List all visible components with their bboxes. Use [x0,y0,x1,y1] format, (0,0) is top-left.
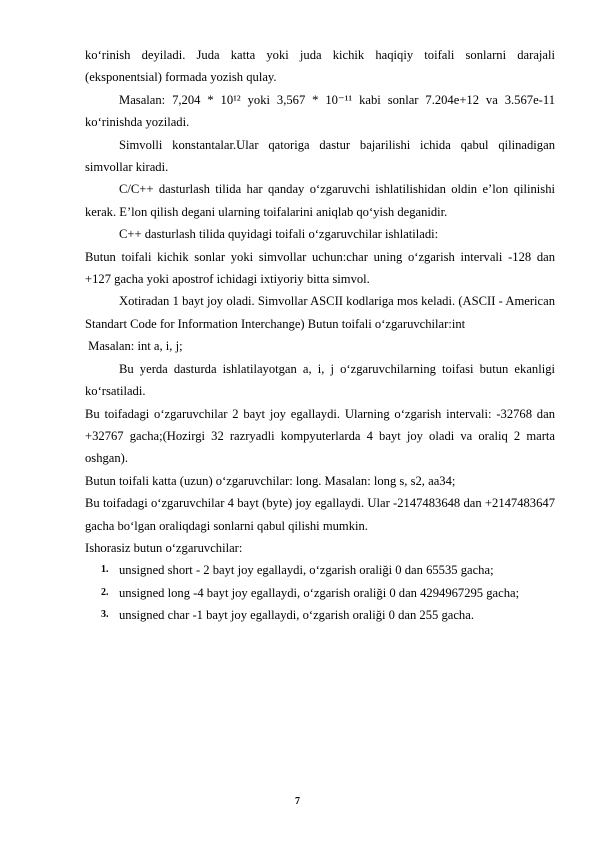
paragraph: Simvolli konstantalar.Ular qatoriga dastur bajarilishi ichida qabul qilinadigan simvollar kiradi. [85,137,555,175]
list-item [85,559,555,581]
paragraph: C/C++ dasturlash tilida har qanday o‘zgaruvchi ishlatilishidan oldin e’lon qilinishi kerak. E’lon qilish degani ularning toifalarini aniqlab qo‘yish deganidir. [85,182,555,219]
list-item-text: unsigned long -4 bayt joy egallaydi, o‘zgarish oraliği 0 dan 4294967295 gacha; [119,585,520,600]
list-item [85,604,555,626]
list-number: 2. [101,586,109,598]
document-page [85,44,555,627]
paragraph: Bu yerda dasturda ishlatilayotgan a, i, j o‘zgaruvchilarning toifasi butun ekanligi ko‘rsatiladi. [85,361,555,399]
list-item-text: unsigned char -1 bayt joy egallaydi, o‘zgarish oraliği 0 dan 255 gacha. [119,608,474,623]
list-item-text: unsigned short - 2 bayt joy egallaydi, o‘zgarish oraliği 0 dan 65535 gacha; [119,563,494,578]
paragraph: Butun toifali katta (uzun) o‘zgaruvchilar: long. Masalan: long s, s2, aa34; [85,473,456,488]
paragraph: Masalan: int a, i, j; [85,339,183,354]
numbered-list [85,559,555,626]
paragraph: Bu toifadagi o‘zgaruvchilar 2 bayt joy egallaydi. Ularning o‘zgarish intervali: -32768 dan +32767 gacha;(Hozirgi 32 razryadli kompyuterlarda 4 bayt joy oladi va oraliq 2 marta oshgan). [85,406,555,466]
paragraph: C++ dasturlash tilida quyidagi toifali o‘zgaruvchilar ishlatiladi: [119,227,439,242]
list-item [85,582,555,604]
list-number: 3. [101,609,109,621]
page-number: 7 [295,796,300,807]
list-number: 1. [101,564,109,576]
paragraph: ko‘rinish deyiladi. Juda katta yoki juda kichik haqiqiy toifali sonlarni darajali (eksponentsial) formada yozish qulay. [85,48,555,85]
paragraph: Bu toifadagi o‘zgaruvchilar 4 bayt (byte) joy egallaydi. Ular -2147483648 dan +2147483647 gacha bo‘lgan oraliqdagi sonlarni qabul qilishi mumkin. [85,496,555,533]
paragraph: Ishorasiz butun o‘zgaruvchilar: [85,540,243,555]
paragraph: Xotiradan 1 bayt joy oladi. Simvollar ASCII kodlariga mos keladi. (ASCII - American Standart Code for Information Interchange) Butun toifali o‘zgaruvchilar:int [85,294,555,331]
paragraph: Butun toifali kichik sonlar yoki simvollar uchun:char uning o‘zgarish intervali -128 dan +127 gacha yoki apostrof ichidagi ixtiyoriy bitta simvol. [85,249,555,287]
paragraph: Masalan: 7,204 * 10¹² yoki 3,567 * 10⁻¹¹ kabi sonlar 7.204e+12 va 3.567e-11 ko‘rinishda yoziladi. [85,92,555,130]
